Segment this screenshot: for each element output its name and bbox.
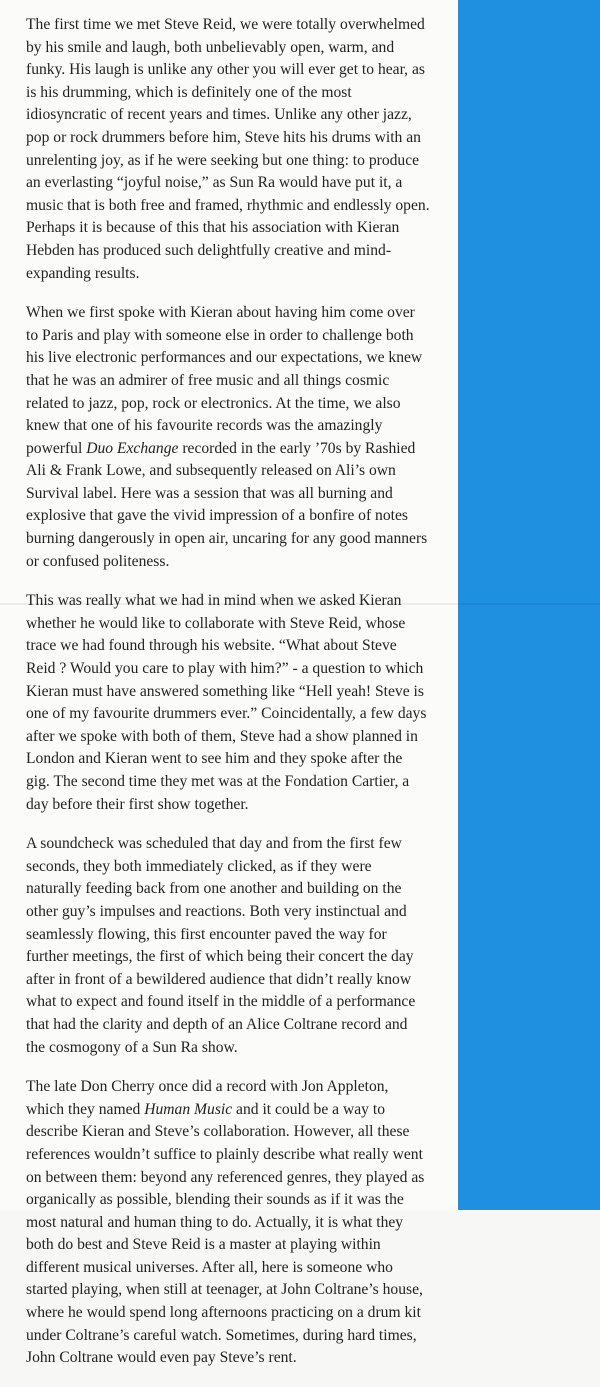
text-run: recorded in the early ’70s by Rashied Ali & Frank Lowe, and subsequently released on Ali’s own Survival label. Here was a session that was all burning and explosive that gave the vivid impression of a bonfire of notes burning dangerously in open air, uncaring for any good manners or confused politeness. [26,439,428,570]
paragraph-5 [26,1076,430,1370]
text-run: The late Don Cherry once did a record with Jon Appleton, which they named [26,1078,389,1118]
text-run: The first time we met Steve Reid, we were totally overwhelmed by his smile and laugh, both unbelievably open, warm, and funky. His laugh is unlike any other you will ever get to hear, as is his drumming, which is definitely one of the most idiosyncratic of recent years and times. Unlike any other jazz, pop or rock drummers before him, Steve hits his drums with an unrelenting joy, as if he were seeking but one thing: to produce an everlasting “joyful noise,” as Sun Ra would have put it, a music that is both free and framed, rhythmic and endlessly open. Perhaps it is because of this that his association with Kieran Hebden has produced such delightfully creative and mind-expanding results. [26,16,430,282]
blue-side-band [458,0,600,1210]
text-run: A soundcheck was scheduled that day and from the first few seconds, they both immediately clicked, as if they were naturally feeding back from one another and building on the other guy’s impulses and reactions. Both very instinctual and seamlessly flowing, this first encounter paved the way for further meetings, the first of which being their concert the day after in front of a bewildered audience that didn’t really know what to expect and found itself in the middle of a performance that had the clarity and depth of an Alice Coltrane record and the cosmogony of a Sun Ra show. [26,835,416,1056]
paragraph-2 [26,302,430,573]
text-run: and it could be a way to describe Kieran and Steve’s collaboration. However, all these references wouldn’t suffice to plainly describe what really went on between them: beyond any referenced genres, they played as organically as possible, blending their sounds as if it was the most natural and human thing to do. Actually, it is what they both do best and Steve Reid is a master at playing within different musical universes. After all, here is someone who started playing, when still at teenager, at John Coltrane’s house, where he would spend long afternoons practicing on a drum kit under Coltrane’s careful watch. Sometimes, during hard times, John Coltrane would even pay Steve’s rent. [26,1100,425,1367]
paragraph-1 [26,14,430,285]
text-run: When we first spoke with Kieran about having him come over to Paris and play with someone else in order to challenge both his live electronic performances and our expectations, we knew that he was an admirer of free music and all things cosmic related to jazz, pop, rock or electronics. At the time, we also knew that one of his favourite records was the amazingly powerful [26,304,423,457]
italic-title: Human Music [144,1100,233,1118]
liner-notes-text [26,14,430,1387]
italic-title: Duo Exchange [86,439,179,457]
paragraph-4 [26,833,430,1059]
text-run: This was really what we had in mind when we asked Kieran whether he would like to collaborate with Steve Reid, whose trace we had found through his website. “What about Steve Reid ? Would you care to play with him?” - a question to which Kieran must have answered something like “Hell yeah! Steve is one of my favourite drummers ever.” Coincidentally, a few days after we spoke with both of them, Steve had a show planned in London and Kieran went to see him and they spoke after the gig. The second time they met was at the Fondation Cartier, a day before their first show together. [26,592,427,813]
paragraph-3 [26,590,430,816]
